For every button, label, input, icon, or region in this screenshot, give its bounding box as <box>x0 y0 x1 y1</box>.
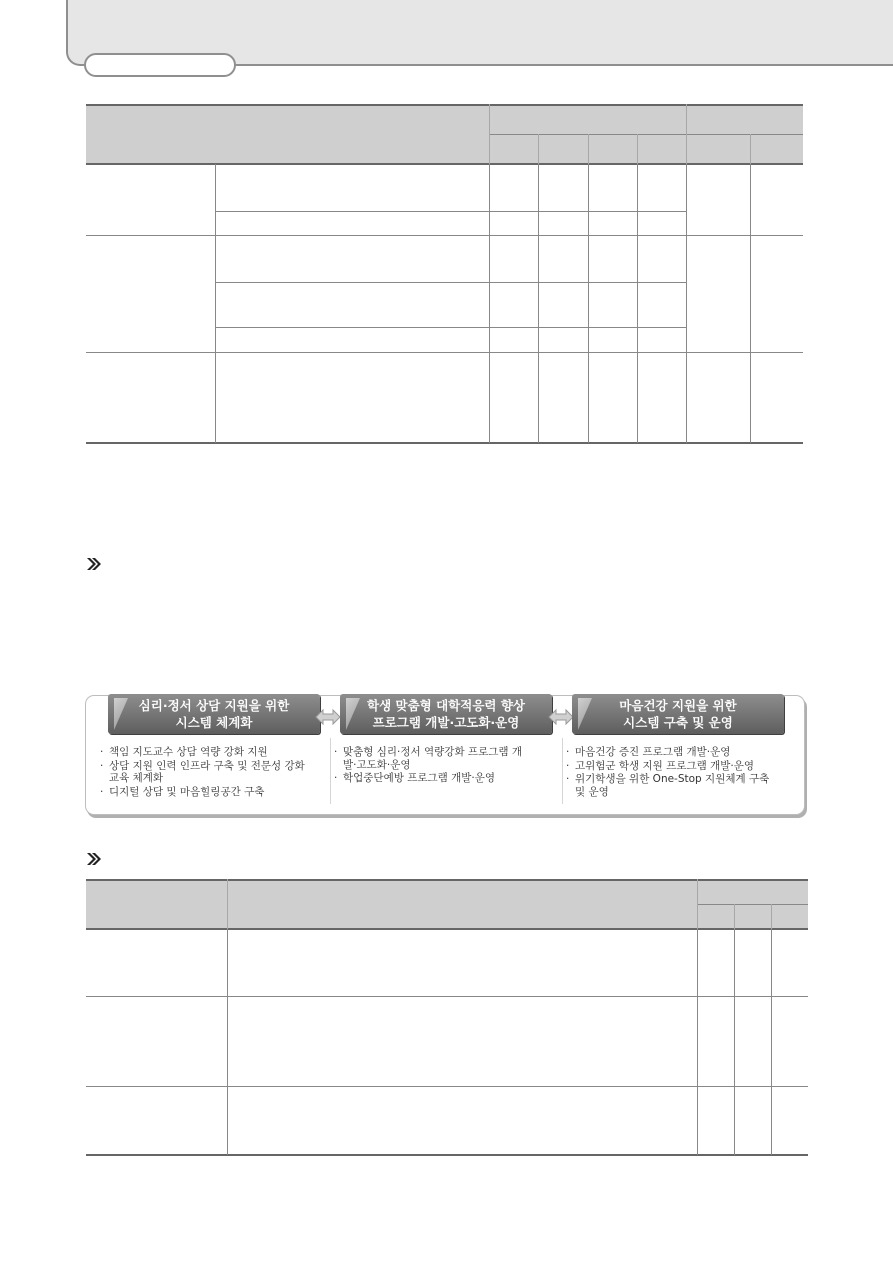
panel-divider <box>330 738 331 804</box>
table-1 <box>86 104 803 444</box>
list-item: · 고위험군 학생 지원 프로그램 개발·운영 <box>566 760 772 773</box>
support-system-diagram <box>86 696 804 814</box>
double-arrow-icon <box>315 708 341 726</box>
panel-3-list <box>566 746 772 799</box>
section-marker-icon <box>86 851 102 867</box>
list-item: · 상담 지원 인력 인프라 구축 및 전문성 강화 교육 체계화 <box>100 760 314 785</box>
panel-3-title-line1: 마음건강 지원을 위한 <box>619 698 737 713</box>
panel-1-title-line1: 심리·정서 상담 지원을 위한 <box>138 698 290 713</box>
panel-1-list <box>100 746 314 799</box>
panel-2-title-line2: 프로그램 개발·고도화·운영 <box>372 715 520 730</box>
panel-3-title-line2: 시스템 구축 및 운영 <box>623 715 733 730</box>
panel-2-list <box>334 746 524 786</box>
panel-divider <box>562 738 563 804</box>
double-arrow-icon <box>548 708 574 726</box>
panel-1-title-badge <box>108 694 320 734</box>
list-item: · 학업중단예방 프로그램 개발·운영 <box>334 772 524 785</box>
panel-3-title-badge <box>572 694 784 734</box>
list-item: · 책임 지도교수 상담 역량 강화 지원 <box>100 746 314 759</box>
panel-2-title-line1: 학생 맞춤형 대학적응력 향상 <box>367 698 525 713</box>
list-item: · 디지털 상담 및 마음힐링공간 구축 <box>100 786 314 799</box>
page-header-tab <box>84 53 236 77</box>
panel-2-title-badge <box>340 694 552 734</box>
section-marker-icon <box>86 556 102 572</box>
table-2 <box>86 879 808 1157</box>
panel-1-title-line2: 시스템 체계화 <box>175 715 253 730</box>
list-item: · 맞춤형 심리·정서 역량강화 프로그램 개발·고도화·운영 <box>334 746 524 771</box>
list-item: · 마음건강 증진 프로그램 개발·운영 <box>566 746 772 759</box>
list-item: · 위기학생을 위한 One-Stop 지원체계 구축 및 운영 <box>566 773 772 798</box>
